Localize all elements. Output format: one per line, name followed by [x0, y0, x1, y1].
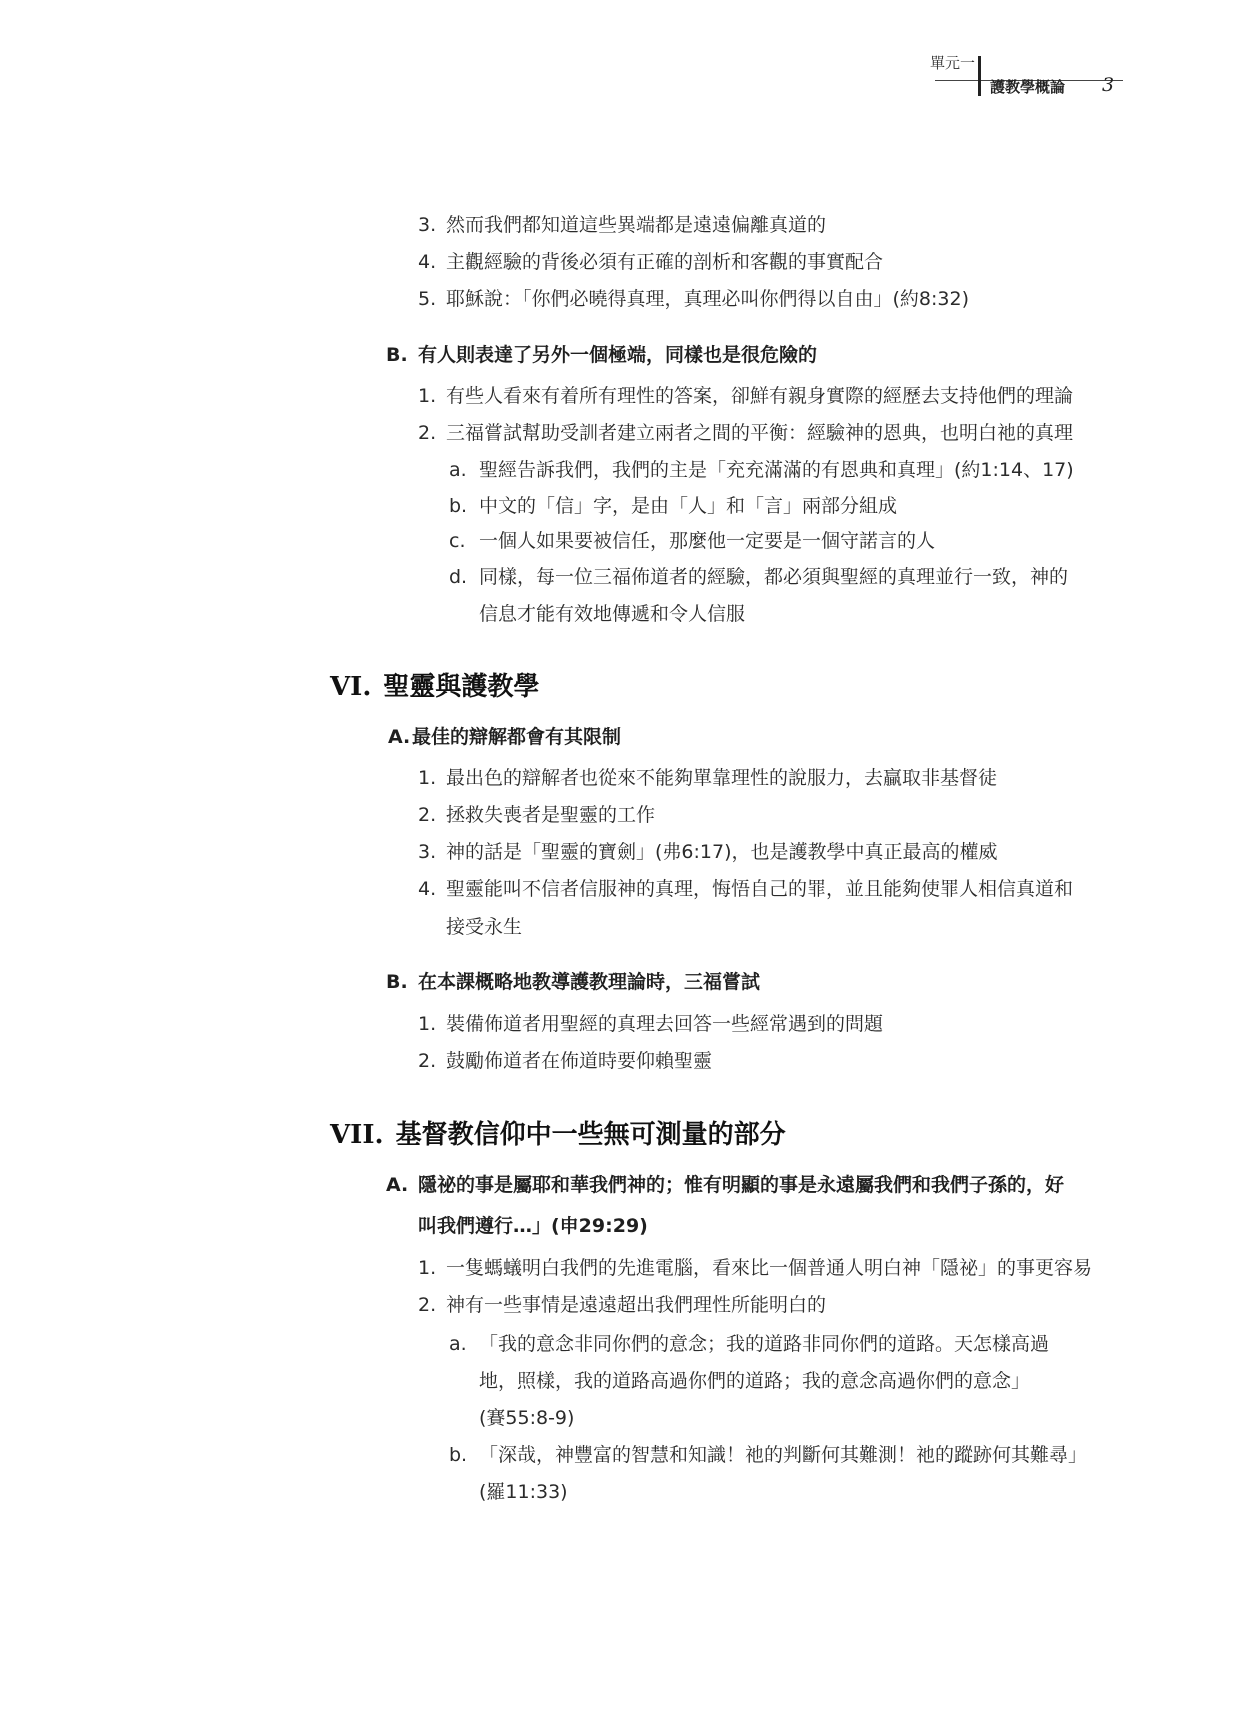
- item-text: 耶穌說：「你們必曉得真理，真理必叫你們得以自由」(約8:32): [446, 288, 969, 310]
- item-marker: c.: [449, 530, 466, 552]
- item-text: 主觀經驗的背後必須有正確的剖析和客觀的事實配合: [446, 251, 884, 273]
- list-item: [418, 840, 998, 864]
- item-text: 同樣，每一位三福佈道者的經驗，都必須與聖經的真理並行一致，神的: [479, 566, 1069, 588]
- list-item: [449, 458, 1074, 482]
- item-marker: B.: [386, 971, 408, 993]
- item-text: 聖經告訴我們，我們的主是「充充滿滿的有恩典和真理」(約1:14、17): [479, 459, 1074, 481]
- item-marker: 5.: [418, 288, 437, 310]
- item-text: 一個人如果要被信任，那麼他一定要是一個守諾言的人: [479, 530, 936, 552]
- item-marker: 2.: [418, 804, 437, 826]
- page-number: 3: [1102, 74, 1115, 96]
- list-item: [418, 213, 826, 237]
- item-marker: d.: [449, 566, 468, 588]
- section-title: 基督教信仰中一些無可測量的部分: [395, 1120, 786, 1150]
- list-item-continuation: 地，照樣，我的道路高過你們的道路；我的意念高過你們的意念」: [479, 1370, 1031, 1392]
- item-text: 有些人看來有着所有理性的答案，卻鮮有親身實際的經歷去支持他們的理論: [446, 385, 1074, 407]
- list-item: [449, 565, 1068, 589]
- item-marker: 1.: [418, 1257, 437, 1279]
- list-item: [418, 421, 1073, 445]
- list-item: [418, 877, 1073, 901]
- item-text: 隱祕的事是屬耶和華我們神的；惟有明顯的事是永遠屬我們和我們子孫的，好: [418, 1174, 1065, 1196]
- list-item-continuation: 信息才能有效地傳遞和令人信服: [479, 603, 746, 625]
- item-text: 裝備佈道者用聖經的真理去回答一些經常遇到的問題: [446, 1013, 884, 1035]
- item-marker: 1.: [418, 1013, 437, 1035]
- item-text: 在本課概略地教導護教理論時，三福嘗試: [418, 971, 761, 993]
- item-marker: b.: [449, 495, 468, 517]
- item-text: 一隻螞蟻明白我們的先進電腦，看來比一個普通人明白神「隱祕」的事更容易: [446, 1257, 1093, 1279]
- item-marker: 1.: [418, 385, 437, 407]
- list-item: [449, 1443, 1087, 1467]
- item-text: 神有一些事情是遠遠超出我們理性所能明白的: [446, 1294, 827, 1316]
- item-marker: 4.: [418, 878, 437, 900]
- section-heading: [330, 671, 539, 703]
- list-item-continuation: (賽55:8-9): [479, 1407, 575, 1429]
- subsection-heading-continuation: 叫我們遵行…」(申29:29): [418, 1215, 648, 1237]
- section-heading: [330, 1119, 786, 1151]
- item-text: 拯救失喪者是聖靈的工作: [446, 804, 656, 826]
- item-text: 神的話是「聖靈的寶劍」(弗6:17)，也是護教學中真正最高的權威: [446, 841, 998, 863]
- item-text: 鼓勵佈道者在佈道時要仰賴聖靈: [446, 1050, 713, 1072]
- item-text: 有人則表達了另外一個極端，同樣也是很危險的: [418, 344, 818, 366]
- item-marker: A.: [388, 726, 411, 748]
- list-item: [418, 1012, 883, 1036]
- subsection-heading: [386, 1173, 1064, 1197]
- item-marker: 3.: [418, 214, 437, 236]
- item-marker: 3.: [418, 841, 437, 863]
- list-item: [418, 1049, 712, 1073]
- item-text: 聖靈能叫不信者信服神的真理，悔悟自己的罪，並且能夠使罪人相信真道和: [446, 878, 1074, 900]
- header-unit: 單元一: [930, 54, 976, 72]
- item-marker: 2.: [418, 422, 437, 444]
- list-item: [418, 287, 969, 311]
- list-item-continuation: 接受永生: [446, 916, 523, 938]
- list-item: [449, 529, 935, 553]
- item-marker: 2.: [418, 1294, 437, 1316]
- list-item: [418, 803, 655, 827]
- subsection-heading: [386, 343, 817, 367]
- item-marker: 1.: [418, 767, 437, 789]
- item-text: 然而我們都知道這些異端都是遠遠偏離真道的: [446, 214, 827, 236]
- item-marker: a.: [449, 1333, 467, 1355]
- item-text: 三福嘗試幫助受訓者建立兩者之間的平衡：經驗神的恩典，也明白祂的真理: [446, 422, 1074, 444]
- item-marker: 4.: [418, 251, 437, 273]
- item-text: 「我的意念非同你們的意念；我的道路非同你們的道路。天怎樣高過: [479, 1333, 1050, 1355]
- list-item: [449, 494, 897, 518]
- list-item: [418, 1293, 826, 1317]
- list-item: [449, 1332, 1049, 1356]
- list-item: [418, 766, 997, 790]
- item-text: 中文的「信」字，是由「人」和「言」兩部分組成: [479, 495, 898, 517]
- list-item: [418, 1256, 1092, 1280]
- item-marker: B.: [386, 344, 408, 366]
- item-marker: A.: [386, 1174, 409, 1196]
- list-item-continuation: (羅11:33): [479, 1481, 568, 1503]
- list-item: [418, 384, 1073, 408]
- item-marker: b.: [449, 1444, 468, 1466]
- list-item: [418, 250, 883, 274]
- header-bar: [978, 56, 981, 96]
- header-title: 護教學概論: [990, 78, 1066, 96]
- item-marker: 2.: [418, 1050, 437, 1072]
- subsection-heading: [386, 970, 760, 994]
- section-marker: VII.: [330, 1120, 384, 1150]
- item-text: 「深哉，神豐富的智慧和知識！祂的判斷何其難測！祂的蹤跡何其難尋」: [479, 1444, 1088, 1466]
- subsection-heading: [388, 725, 621, 749]
- section-title: 聖靈與護教學: [383, 672, 540, 702]
- item-marker: a.: [449, 459, 467, 481]
- item-text: 最出色的辯解者也從來不能夠單靠理性的說服力，去贏取非基督徒: [446, 767, 998, 789]
- item-text: 最佳的辯解都會有其限制: [412, 726, 622, 748]
- section-marker: VI.: [330, 672, 372, 702]
